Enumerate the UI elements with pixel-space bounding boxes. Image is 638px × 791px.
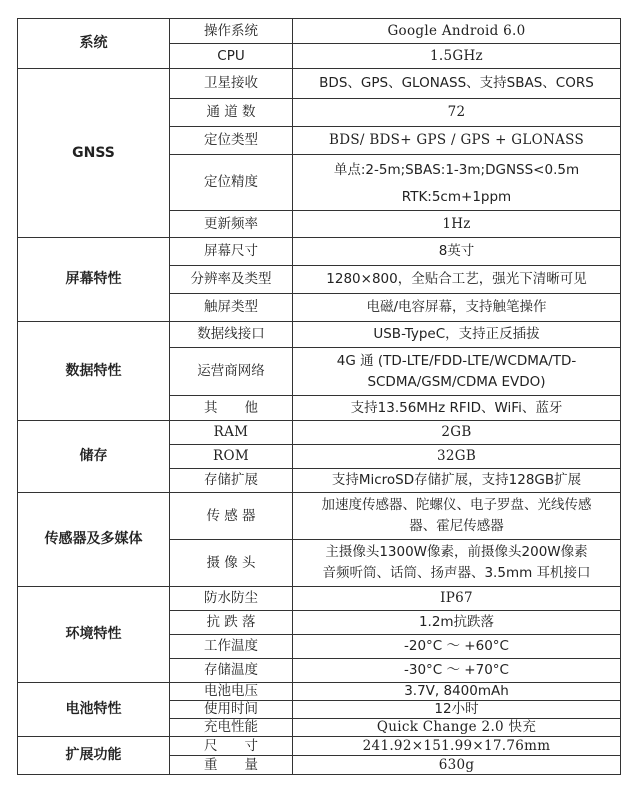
value-cell: USB-TypeC，支持正反插拔 [293, 322, 621, 348]
table-row [18, 69, 621, 99]
label-cell: 防水防尘 [170, 587, 293, 611]
value-cell: 12小时 [293, 701, 621, 719]
value-cell: 1Hz [293, 211, 621, 238]
label-cell: 抗 跌 落 [170, 611, 293, 635]
table-row [18, 493, 621, 540]
label-cell: 重 量 [170, 756, 293, 775]
value-cell: 电磁/电容屏幕，支持触笔操作 [293, 294, 621, 322]
label-cell: 存储温度 [170, 659, 293, 683]
category-cell: 数据特性 [18, 322, 170, 421]
value-cell: 241.92×151.99×17.76mm [293, 737, 621, 756]
category-cell: 屏幕特性 [18, 238, 170, 322]
value-cell: 1.2m抗跌落 [293, 611, 621, 635]
spec-table [17, 18, 621, 775]
label-cell: 使用时间 [170, 701, 293, 719]
table-row [18, 421, 621, 445]
value-cell: -30°C ～ +70°C [293, 659, 621, 683]
value-cell: 2GB [293, 421, 621, 445]
label-cell: 其 他 [170, 396, 293, 421]
value-cell: BDS、GPS、GLONASS、支持SBAS、CORS [293, 69, 621, 99]
table-row [18, 238, 621, 266]
label-cell: 定位精度 [170, 155, 293, 211]
label-cell: 屏幕尺寸 [170, 238, 293, 266]
label-cell: RAM [170, 421, 293, 445]
value-cell: IP67 [293, 587, 621, 611]
value-cell: 3.7V, 8400mAh [293, 683, 621, 701]
category-cell: GNSS [18, 69, 170, 238]
label-cell: 运营商网络 [170, 348, 293, 396]
value-line: 音频听筒、话筒、扬声器、3.5mm 耳机接口 [322, 565, 591, 581]
value-cell: BDS/ BDS+ GPS / GPS + GLONASS [293, 127, 621, 155]
value-cell: 72 [293, 99, 621, 127]
value-cell: Google Android 6.0 [293, 19, 621, 44]
label-cell: CPU [170, 44, 293, 69]
value-line: 器、霍尼传感器 [409, 518, 504, 534]
value-line: 4G 通 (TD-LTE/FDD-LTE/WCDMA/TD- [336, 352, 577, 369]
label-cell: ROM [170, 445, 293, 469]
value-line: 加速度传感器、陀螺仪、电子罗盘、光线传感 [321, 497, 592, 513]
label-cell: 工作温度 [170, 635, 293, 659]
value-cell: 1.5GHz [293, 44, 621, 69]
value-cell: Quick Change 2.0 快充 [293, 719, 621, 737]
table-row [18, 737, 621, 756]
value-cell [293, 540, 621, 587]
value-line: 单点:2-5m;SBAS:1-3m;DGNSS<0.5m [333, 161, 580, 178]
value-cell: 支持MicroSD存储扩展，支持128GB扩展 [293, 469, 621, 493]
value-line: SCDMA/GSM/CDMA EVDO) [367, 373, 546, 390]
value-cell: 630g [293, 756, 621, 775]
label-cell: 电池电压 [170, 683, 293, 701]
label-cell: 传 感 器 [170, 493, 293, 540]
label-cell: 通 道 数 [170, 99, 293, 127]
value-line: RTK:5cm+1ppm [401, 188, 512, 205]
value-cell [293, 493, 621, 540]
value-cell: 1280×800，全贴合工艺，强光下清晰可见 [293, 266, 621, 294]
label-cell: 存储扩展 [170, 469, 293, 493]
category-cell: 电池特性 [18, 683, 170, 737]
table-row [18, 322, 621, 348]
value-cell [293, 348, 621, 396]
label-cell: 尺 寸 [170, 737, 293, 756]
label-cell: 数据线接口 [170, 322, 293, 348]
label-cell: 定位类型 [170, 127, 293, 155]
category-cell: 系统 [18, 19, 170, 69]
value-line: 主摄像头1300W像素，前摄像头200W像素 [325, 544, 588, 560]
value-cell: 32GB [293, 445, 621, 469]
category-cell: 环境特性 [18, 587, 170, 683]
table-row [18, 587, 621, 611]
label-cell: 更新频率 [170, 211, 293, 238]
table-row [18, 19, 621, 44]
label-cell: 卫星接收 [170, 69, 293, 99]
value-cell: 8英寸 [293, 238, 621, 266]
label-cell: 分辨率及类型 [170, 266, 293, 294]
label-cell: 操作系统 [170, 19, 293, 44]
table-row [18, 683, 621, 701]
value-cell: -20°C ～ +60°C [293, 635, 621, 659]
category-cell: 传感器及多媒体 [18, 493, 170, 587]
label-cell: 充电性能 [170, 719, 293, 737]
label-cell: 摄 像 头 [170, 540, 293, 587]
label-cell: 触屏类型 [170, 294, 293, 322]
value-cell: 支持13.56MHz RFID、WiFi、蓝牙 [293, 396, 621, 421]
category-cell: 扩展功能 [18, 737, 170, 775]
value-cell [293, 155, 621, 211]
category-cell: 储存 [18, 421, 170, 493]
